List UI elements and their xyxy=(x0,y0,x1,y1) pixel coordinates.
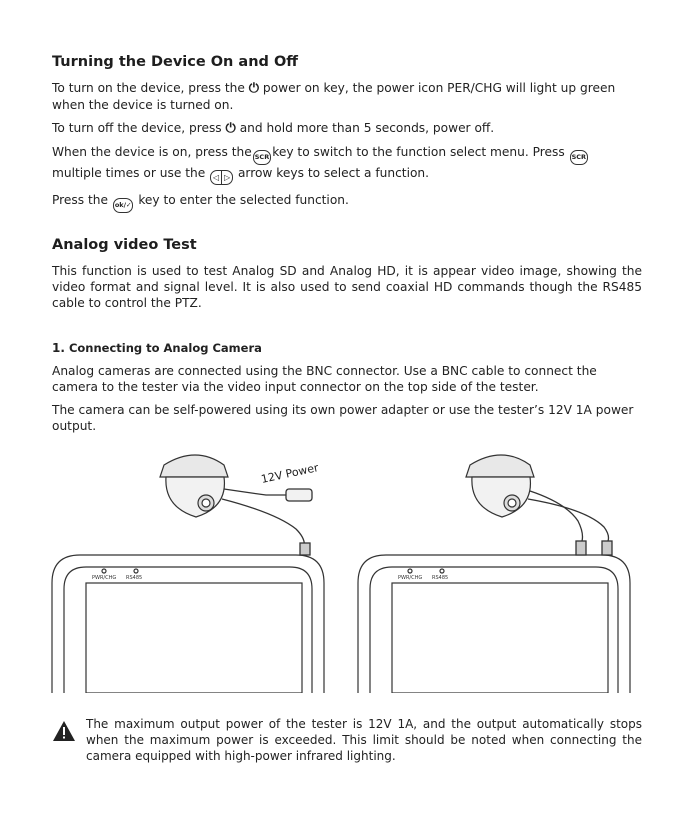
paragraph-power-off: To turn off the device, press ⏻ and hold more than 5 seconds, power off. xyxy=(52,121,495,136)
power-icon: ⏻ xyxy=(248,81,260,96)
tester-label-rs485: RS485 xyxy=(126,575,143,581)
camera-connection-illustration xyxy=(46,443,646,693)
ok-key-icon: ok/✓ xyxy=(113,198,134,213)
paragraph-bnc: Analog cameras are connected using the BNC connector. Use a BNC cable to connect the camera to the tester via the video input connector on the top side of the tester. xyxy=(52,364,597,394)
section-title-power: Turning the Device On and Off xyxy=(52,54,299,70)
paragraph-analog-description: This function is used to test Analog SD and Analog HD, it is appear video image, showing the video format and signal level. It is also used to send coaxial HD commands though the RS485 cable to control the PTZ. xyxy=(52,264,642,310)
scr-key-icon: SCR xyxy=(253,150,271,165)
section-title-analog: Analog video Test xyxy=(52,237,197,253)
document-page xyxy=(52,54,642,434)
subsection-title-connecting: 1. Connecting to Analog Camera xyxy=(52,341,262,355)
warning-note xyxy=(52,716,642,764)
power-cable-label: 12V Power xyxy=(259,461,320,486)
paragraph-enter-function: Press the ok/✓ key to enter the selected function. xyxy=(52,192,642,213)
paragraph-function-select: When the device is on, press the SCR key to switch to the function select menu. Press SCR multiple times or use the ◁ ▷ arrow keys to select a function. xyxy=(52,144,642,185)
scr-key-icon: SCR xyxy=(570,150,588,165)
tester-label-rs485: RS485 xyxy=(432,575,449,581)
bnc-cable-right xyxy=(528,491,612,555)
arrow-keys-icon: ◁ ▷ xyxy=(210,168,233,185)
tester-label-pwr: PWR/CHG xyxy=(92,575,117,581)
tester-label-pwr: PWR/CHG xyxy=(398,575,423,581)
warning-icon xyxy=(52,720,76,742)
paragraph-power-source: The camera can be self-powered using its own power adapter or use the tester’s 12V 1A power output. xyxy=(52,403,634,433)
power-icon: ⏻ xyxy=(225,121,236,136)
paragraph-power-on: To turn on the device, press the ⏻ power on key, the power icon PER/CHG will light up green when the device is turned on. xyxy=(52,81,616,112)
dome-camera-left xyxy=(160,455,228,517)
bnc-cable-left xyxy=(222,489,312,555)
warning-text: The maximum output power of the tester is 12V 1A, and the output automatically stops when the maximum power is exceeded. This limit should be noted when connecting the camera equipped with high-power infrared lighting. xyxy=(86,717,642,763)
dome-camera-right xyxy=(466,455,534,517)
